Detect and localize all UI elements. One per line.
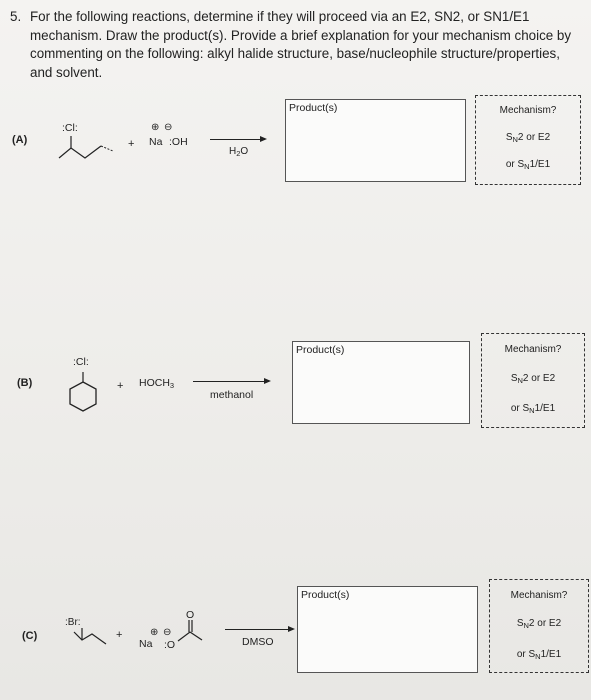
question-number: 5. bbox=[10, 9, 22, 24]
reaction-a-plus: + bbox=[128, 138, 135, 150]
question-text: For the following reactions, determine if they will proceed via an E2, SN2, or SN1/E1 mechanism. Draw the product(s). Provide a brief explanation for your mechanism choice by commenting on the following: alkyl halide structure, base/nucleophile structure/properties, and solvent. bbox=[30, 9, 572, 80]
reaction-a-product-label: Product(s) bbox=[289, 102, 338, 114]
reaction-c-reagent-anion: :O bbox=[164, 639, 176, 651]
reaction-c-acetate-skeleton bbox=[175, 600, 220, 650]
reaction-a-arrow bbox=[210, 139, 265, 140]
reaction-c-mechanism-question: Mechanism? bbox=[510, 590, 568, 601]
reaction-b-product-label: Product(s) bbox=[296, 344, 345, 356]
reaction-c-carbonyl-oxygen: O bbox=[186, 609, 195, 621]
reaction-c-mechanism-box[interactable] bbox=[489, 579, 589, 673]
reaction-b-reagent: $HOCH_3$ bbox=[139, 377, 175, 390]
reaction-a-mechanism-options-2: or $S_N1/E1$ bbox=[505, 159, 551, 171]
reaction-a-mechanism-box[interactable] bbox=[475, 95, 581, 185]
reaction-b-mechanism-question: Mechanism? bbox=[504, 344, 562, 355]
reaction-c-product-label: Product(s) bbox=[301, 589, 350, 601]
reaction-b-mechanism-options-2: or $S_N1/E1$ bbox=[510, 403, 556, 415]
reaction-c-mechanism-options-1: $S_N2$ or E2 bbox=[516, 618, 562, 630]
reaction-c-mechanism-options-2: or $S_N1/E1$ bbox=[516, 649, 562, 661]
reaction-c-product-box[interactable] bbox=[297, 586, 478, 673]
reaction-a-reagent-cation: Na bbox=[149, 136, 163, 148]
reaction-b-solvent: methanol bbox=[210, 389, 254, 401]
reaction-b-plus: + bbox=[117, 380, 124, 392]
reaction-b-label: (B) bbox=[17, 377, 33, 389]
reaction-a-solvent: $H_2O$ bbox=[229, 146, 249, 158]
reaction-a-label: (A) bbox=[12, 134, 28, 146]
reaction-c-solvent: DMSO bbox=[242, 636, 274, 648]
reaction-c-halide-text: :Br: bbox=[65, 617, 81, 628]
reaction-c-label: (C) bbox=[22, 630, 38, 642]
reaction-b-alkyl-halide bbox=[66, 368, 106, 418]
reaction-a-cation-charge: ⊕ bbox=[151, 122, 160, 133]
reaction-c-anion-charge: ⊖ bbox=[163, 627, 172, 638]
reaction-a-reagent-anion: :OH bbox=[169, 136, 188, 148]
reaction-c-arrow bbox=[225, 629, 293, 630]
reaction-b-halide-text: :Cl: bbox=[73, 356, 89, 368]
reaction-a-mechanism-options-1: $S_N2$ or E2 bbox=[505, 132, 551, 144]
reaction-c-cation-charge: ⊕ bbox=[150, 627, 159, 638]
reaction-a-mechanism-question: Mechanism? bbox=[499, 105, 557, 116]
reaction-c-plus: + bbox=[116, 629, 123, 641]
reaction-a-product-box[interactable] bbox=[285, 99, 466, 182]
reaction-a-anion-charge: ⊖ bbox=[164, 122, 173, 133]
reaction-b-mechanism-box[interactable] bbox=[481, 333, 585, 428]
reaction-b-arrow bbox=[193, 381, 269, 382]
reaction-c-alkyl-halide bbox=[72, 622, 112, 662]
reaction-b-mechanism-options-1: $S_N2$ or E2 bbox=[510, 373, 556, 385]
reaction-c-reagent-cation: Na bbox=[139, 638, 153, 650]
reaction-a-halide-text: :Cl: bbox=[62, 122, 78, 134]
reaction-b-product-box[interactable] bbox=[292, 341, 470, 424]
